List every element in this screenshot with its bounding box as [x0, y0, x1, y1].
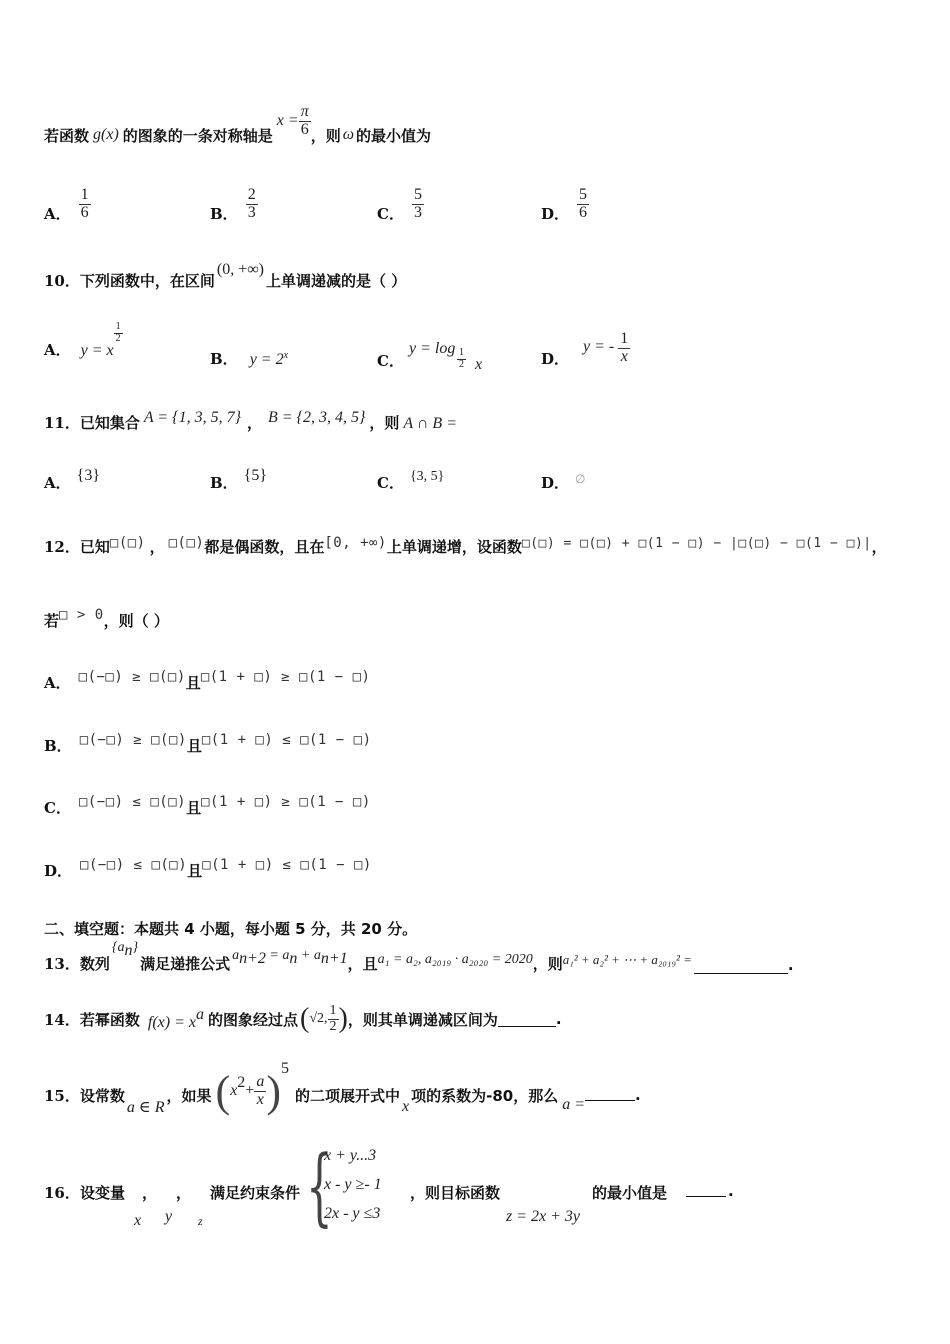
q10-option-d-base: y = -	[583, 337, 615, 355]
q9-option-b-frac	[246, 187, 258, 222]
q12-number: 12．	[44, 538, 80, 556]
q15-expr-pow: 5	[280, 1060, 289, 1077]
q15-expr-close: )	[266, 1066, 281, 1116]
q10-option-b-label: B．	[210, 350, 238, 368]
q9-text-d: 的最小值为	[356, 126, 432, 145]
q10-option-b-sup: x	[283, 350, 289, 361]
q12-option-b-right: □(1 + □) ≤ □(1 − □)	[201, 732, 372, 748]
q15-text-b: ，如果	[166, 1086, 212, 1105]
q11-option-a[interactable]	[44, 467, 100, 493]
q13-rec-mid: = a	[265, 948, 290, 964]
q9-option-a-label: A．	[44, 205, 71, 223]
q13-sum: a₁² + a₂² + ⋯ + a₂₀₁₉² =	[562, 952, 692, 967]
q9-option-d-den: 6	[579, 204, 588, 221]
q14-point-a: √2	[309, 1011, 325, 1026]
q9-stem	[44, 100, 431, 170]
q10-interval: (0, +∞)	[216, 261, 264, 278]
q12-text-c: 上单调递增，设函数	[386, 538, 522, 556]
q15-expr-open: (	[215, 1066, 231, 1116]
q16-c1: x + y...3	[324, 1147, 377, 1164]
q14-point-open: (	[300, 1003, 310, 1034]
q10-option-d-den: x	[620, 348, 628, 365]
q10-option-c-base: y = log	[409, 340, 456, 357]
q16-var-x: x	[134, 1212, 142, 1229]
q16-sep1: ，	[142, 1184, 158, 1202]
q15-stem	[44, 1062, 641, 1128]
q11-option-b-value: {5}	[243, 467, 268, 484]
q11-option-d[interactable]	[541, 472, 585, 493]
q12-option-c-label: C．	[44, 799, 71, 817]
q9-option-d-label: D．	[541, 205, 570, 223]
q10-option-c-label: C．	[377, 352, 404, 370]
q15-expr-num: a	[256, 1072, 265, 1090]
q9-option-b-den: 3	[247, 204, 256, 221]
q12-text-d: ，	[871, 538, 887, 556]
q10-option-c-sub-den: 2	[459, 358, 464, 370]
q10-option-a-exp-num: 1	[115, 321, 121, 332]
q12-sep: ，	[149, 538, 165, 556]
q9-text-b: 的图象的一条对称轴是	[122, 126, 273, 145]
q15-expr-sup: 2	[237, 1074, 246, 1091]
q12-interval: [0, +∞)	[324, 535, 387, 551]
q12-option-a-right: □(1 + □) ≥ □(1 − □)	[200, 669, 371, 685]
q12-option-b-left: □(−□) ≥ □(□)	[79, 732, 187, 748]
q15-expr	[215, 1060, 289, 1117]
q12-option-a[interactable]	[44, 669, 371, 693]
q12-option-a-left: □(−□) ≥ □(□)	[78, 669, 186, 685]
q13-rec	[232, 947, 348, 968]
q13-rec-sub1: n+2	[239, 950, 266, 967]
q9-axis	[277, 104, 311, 139]
q10-stem	[44, 261, 407, 291]
q11-option-d-value: ∅	[575, 472, 586, 486]
q14-func-sup: a	[196, 1006, 204, 1023]
q14-stem	[44, 1003, 562, 1035]
q10-option-d-num: 1	[620, 330, 629, 348]
q10-text-b: 上单调递减的是（ ）	[265, 272, 407, 290]
q12-line2-b: ，则（ ）	[103, 612, 169, 630]
q14-text-b: 的图象经过点	[208, 1010, 299, 1029]
q9-axis-lhs: x =	[276, 112, 299, 129]
q16-end: .	[728, 1182, 734, 1200]
q9-option-a-frac	[79, 187, 91, 222]
q11-comma: ，	[246, 414, 262, 432]
q11-stem	[44, 409, 457, 433]
q16-c2: x - y ≥- 1	[324, 1176, 382, 1193]
q13-answer-blank[interactable]	[694, 959, 788, 974]
q14-point	[300, 1003, 348, 1035]
q13-rec-mid2: + a	[297, 948, 321, 964]
q9-option-c[interactable]	[377, 185, 424, 224]
q10-option-a-base: y = x	[80, 342, 114, 359]
q12-option-d-join: 且	[187, 862, 203, 880]
q15-expr-plus: +	[245, 1082, 255, 1099]
q14-answer-blank[interactable]	[498, 1012, 556, 1027]
q16-answer-blank[interactable]	[686, 1182, 726, 1197]
q9-text-a: 若函数	[44, 126, 90, 145]
q11-text-b: ，则	[369, 414, 400, 432]
q16-brace: {	[306, 1137, 333, 1235]
q9-option-b[interactable]	[210, 185, 258, 224]
q13-seq	[112, 936, 138, 960]
q15-text-c: 的二项展开式中	[294, 1086, 400, 1105]
q13-rec-a: a	[232, 948, 240, 964]
q15-lhs: a =	[562, 1096, 586, 1113]
q12-option-b-join: 且	[186, 737, 202, 755]
q9-axis-den: 6	[300, 120, 309, 138]
q10-option-d-frac	[618, 331, 630, 366]
q12-stem	[44, 536, 887, 557]
q13-number: 13．	[44, 955, 80, 973]
q12-line2	[44, 607, 169, 631]
q9-option-a-num: 1	[80, 186, 89, 204]
q12-line2-a: 若	[44, 612, 60, 630]
q15-text-d: 项的系数为-80，那么	[411, 1086, 559, 1105]
q9-option-b-num: 2	[247, 186, 256, 204]
q13-seq-sub: n	[124, 942, 133, 959]
q9-text-c: ，则	[310, 126, 341, 145]
q13-end: .	[787, 956, 794, 974]
q13-text-d: ，则	[532, 955, 563, 973]
q10-option-d[interactable]	[541, 328, 630, 369]
q12-g: □(□)	[168, 535, 205, 551]
q15-text-a: 设常数	[79, 1086, 125, 1105]
q16-text-b: 满足约束条件	[210, 1184, 301, 1202]
q14-func: f(x) = x	[147, 1014, 196, 1031]
q12-text-a: 已知	[79, 538, 110, 556]
q9-option-d[interactable]	[541, 185, 589, 224]
q9-option-d-num: 5	[579, 186, 588, 204]
q14-text-a: 若幂函数	[79, 1010, 140, 1029]
q16-var-y: y	[165, 1208, 173, 1225]
q11-option-c[interactable]	[377, 469, 445, 493]
q13-seq-end: }	[132, 939, 139, 955]
q14-point-close: )	[338, 1003, 348, 1034]
q12-option-a-label: A．	[44, 674, 71, 692]
q9-option-c-label: C．	[377, 205, 404, 223]
q11-option-b[interactable]	[210, 467, 268, 493]
q10-option-c-sub-num: 1	[459, 347, 464, 358]
q12-option-c[interactable]	[44, 794, 371, 818]
q16-text-d: 的最小值是	[592, 1184, 668, 1202]
q10-option-b-base: y = 2	[249, 351, 284, 368]
q9-axis-num: π	[300, 102, 309, 120]
q11-set-b: B = {2, 3, 4, 5}	[267, 409, 366, 426]
q9-option-a-den: 6	[80, 204, 89, 221]
q15-cond: a ∈ R	[126, 1099, 165, 1116]
q12-option-a-join: 且	[185, 674, 201, 692]
q11-option-d-label: D．	[541, 474, 570, 492]
q13-cond: a₁ = a₂, a₂₀₁₉ · a₂₀₂₀ = 2020	[377, 952, 533, 967]
q13-text-a: 数列	[79, 955, 110, 973]
q11-set-a: A = {1, 3, 5, 7}	[143, 409, 241, 426]
q15-number: 15．	[44, 1086, 80, 1105]
q9-option-a[interactable]	[44, 185, 91, 224]
q9-option-c-den: 3	[413, 204, 422, 221]
q15-answer-blank[interactable]	[585, 1086, 635, 1101]
q13-rec-sub3: n+1	[320, 950, 348, 967]
q15-end: .	[635, 1086, 641, 1104]
q16-sep2: ，	[176, 1184, 192, 1202]
q10-option-d-label: D．	[541, 350, 570, 368]
q10-option-a-exp	[114, 322, 123, 344]
q12-option-c-right: □(1 + □) ≥ □(1 − □)	[201, 794, 371, 810]
q9-option-b-label: B．	[210, 205, 238, 223]
q11-option-c-value: {3, 5}	[409, 469, 445, 484]
q14-end: .	[555, 1010, 562, 1028]
q11-expr: A ∩ B =	[403, 415, 457, 432]
q9-option-c-frac	[412, 187, 424, 222]
q12-option-d-right: □(1 + □) ≤ □(1 − □)	[202, 857, 372, 873]
q16-text-a: 设变量	[80, 1184, 126, 1202]
q10-option-c-sub	[457, 348, 466, 370]
q12-option-c-join: 且	[186, 799, 202, 817]
q12-option-b[interactable]	[44, 732, 372, 756]
q14-point-num: 1	[329, 1002, 337, 1018]
q16-c3: 2x - y ≤3	[324, 1205, 381, 1222]
q13-seq-main: {a	[111, 939, 125, 955]
q12-cond: □ > 0	[59, 607, 104, 623]
q16-text-c: ，则目标函数	[410, 1184, 501, 1202]
q12-f: □(□)	[109, 535, 146, 551]
q15-expr-x: x	[230, 1082, 238, 1099]
q9-axis-frac	[299, 104, 311, 139]
q10-option-a-exp-den: 2	[115, 332, 121, 344]
q10-option-a[interactable]	[44, 321, 123, 360]
q9-omega: ω	[342, 126, 355, 143]
q12-F: □(□) = □(□) + □(1 − □) − |□(□) − □(1 − □)|	[521, 536, 872, 551]
q14-text-c: ，则其单调递减区间为	[347, 1010, 498, 1029]
q11-text-a: 已知集合	[79, 414, 140, 432]
q9-option-d-frac	[577, 187, 589, 222]
q16-number: 16．	[44, 1184, 80, 1202]
q10-option-c-tail: x	[475, 356, 483, 373]
q9-g-expr: g(x)	[93, 126, 119, 143]
q15-expr-frac	[254, 1074, 266, 1109]
q11-number: 11．	[44, 414, 80, 432]
q11-option-a-label: A．	[44, 474, 71, 492]
q14-point-frac	[328, 1004, 339, 1034]
q12-option-c-left: □(−□) ≤ □(□)	[78, 794, 187, 810]
q13-rec-sub2: n	[289, 950, 298, 967]
q14-number: 14．	[44, 1010, 80, 1029]
q16-block	[44, 1137, 924, 1238]
q13-text-c: ，且	[347, 955, 378, 973]
q15-var: x	[402, 1098, 410, 1115]
q11-option-c-label: C．	[377, 474, 404, 492]
q16-var-z: z	[198, 1214, 203, 1228]
q16-target: z = 2x + 3y	[506, 1208, 581, 1225]
q11-option-a-value: {3}	[76, 467, 100, 484]
q15-expr-den: x	[256, 1090, 264, 1108]
q12-option-b-label: B．	[44, 737, 72, 755]
q10-text-a: 下列函数中，在区间	[79, 272, 215, 290]
section2-heading: 二、填空题：本题共 4 小题，每小题 5 分，共 20 分。	[44, 920, 418, 938]
q12-option-d-label: D．	[44, 862, 73, 880]
q9-option-c-num: 5	[413, 186, 422, 204]
q13-stem	[44, 940, 794, 974]
q10-option-b[interactable]	[210, 348, 288, 369]
q10-number: 10．	[44, 272, 80, 290]
q14-point-sep: ,	[324, 1011, 328, 1026]
q12-option-d[interactable]	[44, 857, 372, 881]
q10-option-a-label: A．	[44, 341, 71, 359]
q13-text-b: 满足递推公式	[140, 955, 231, 973]
q11-option-b-label: B．	[210, 474, 238, 492]
q12-text-b: 都是偶函数，且在	[204, 538, 325, 556]
q14-point-den: 2	[329, 1018, 337, 1034]
q12-option-d-left: □(−□) ≤ □(□)	[80, 857, 188, 873]
